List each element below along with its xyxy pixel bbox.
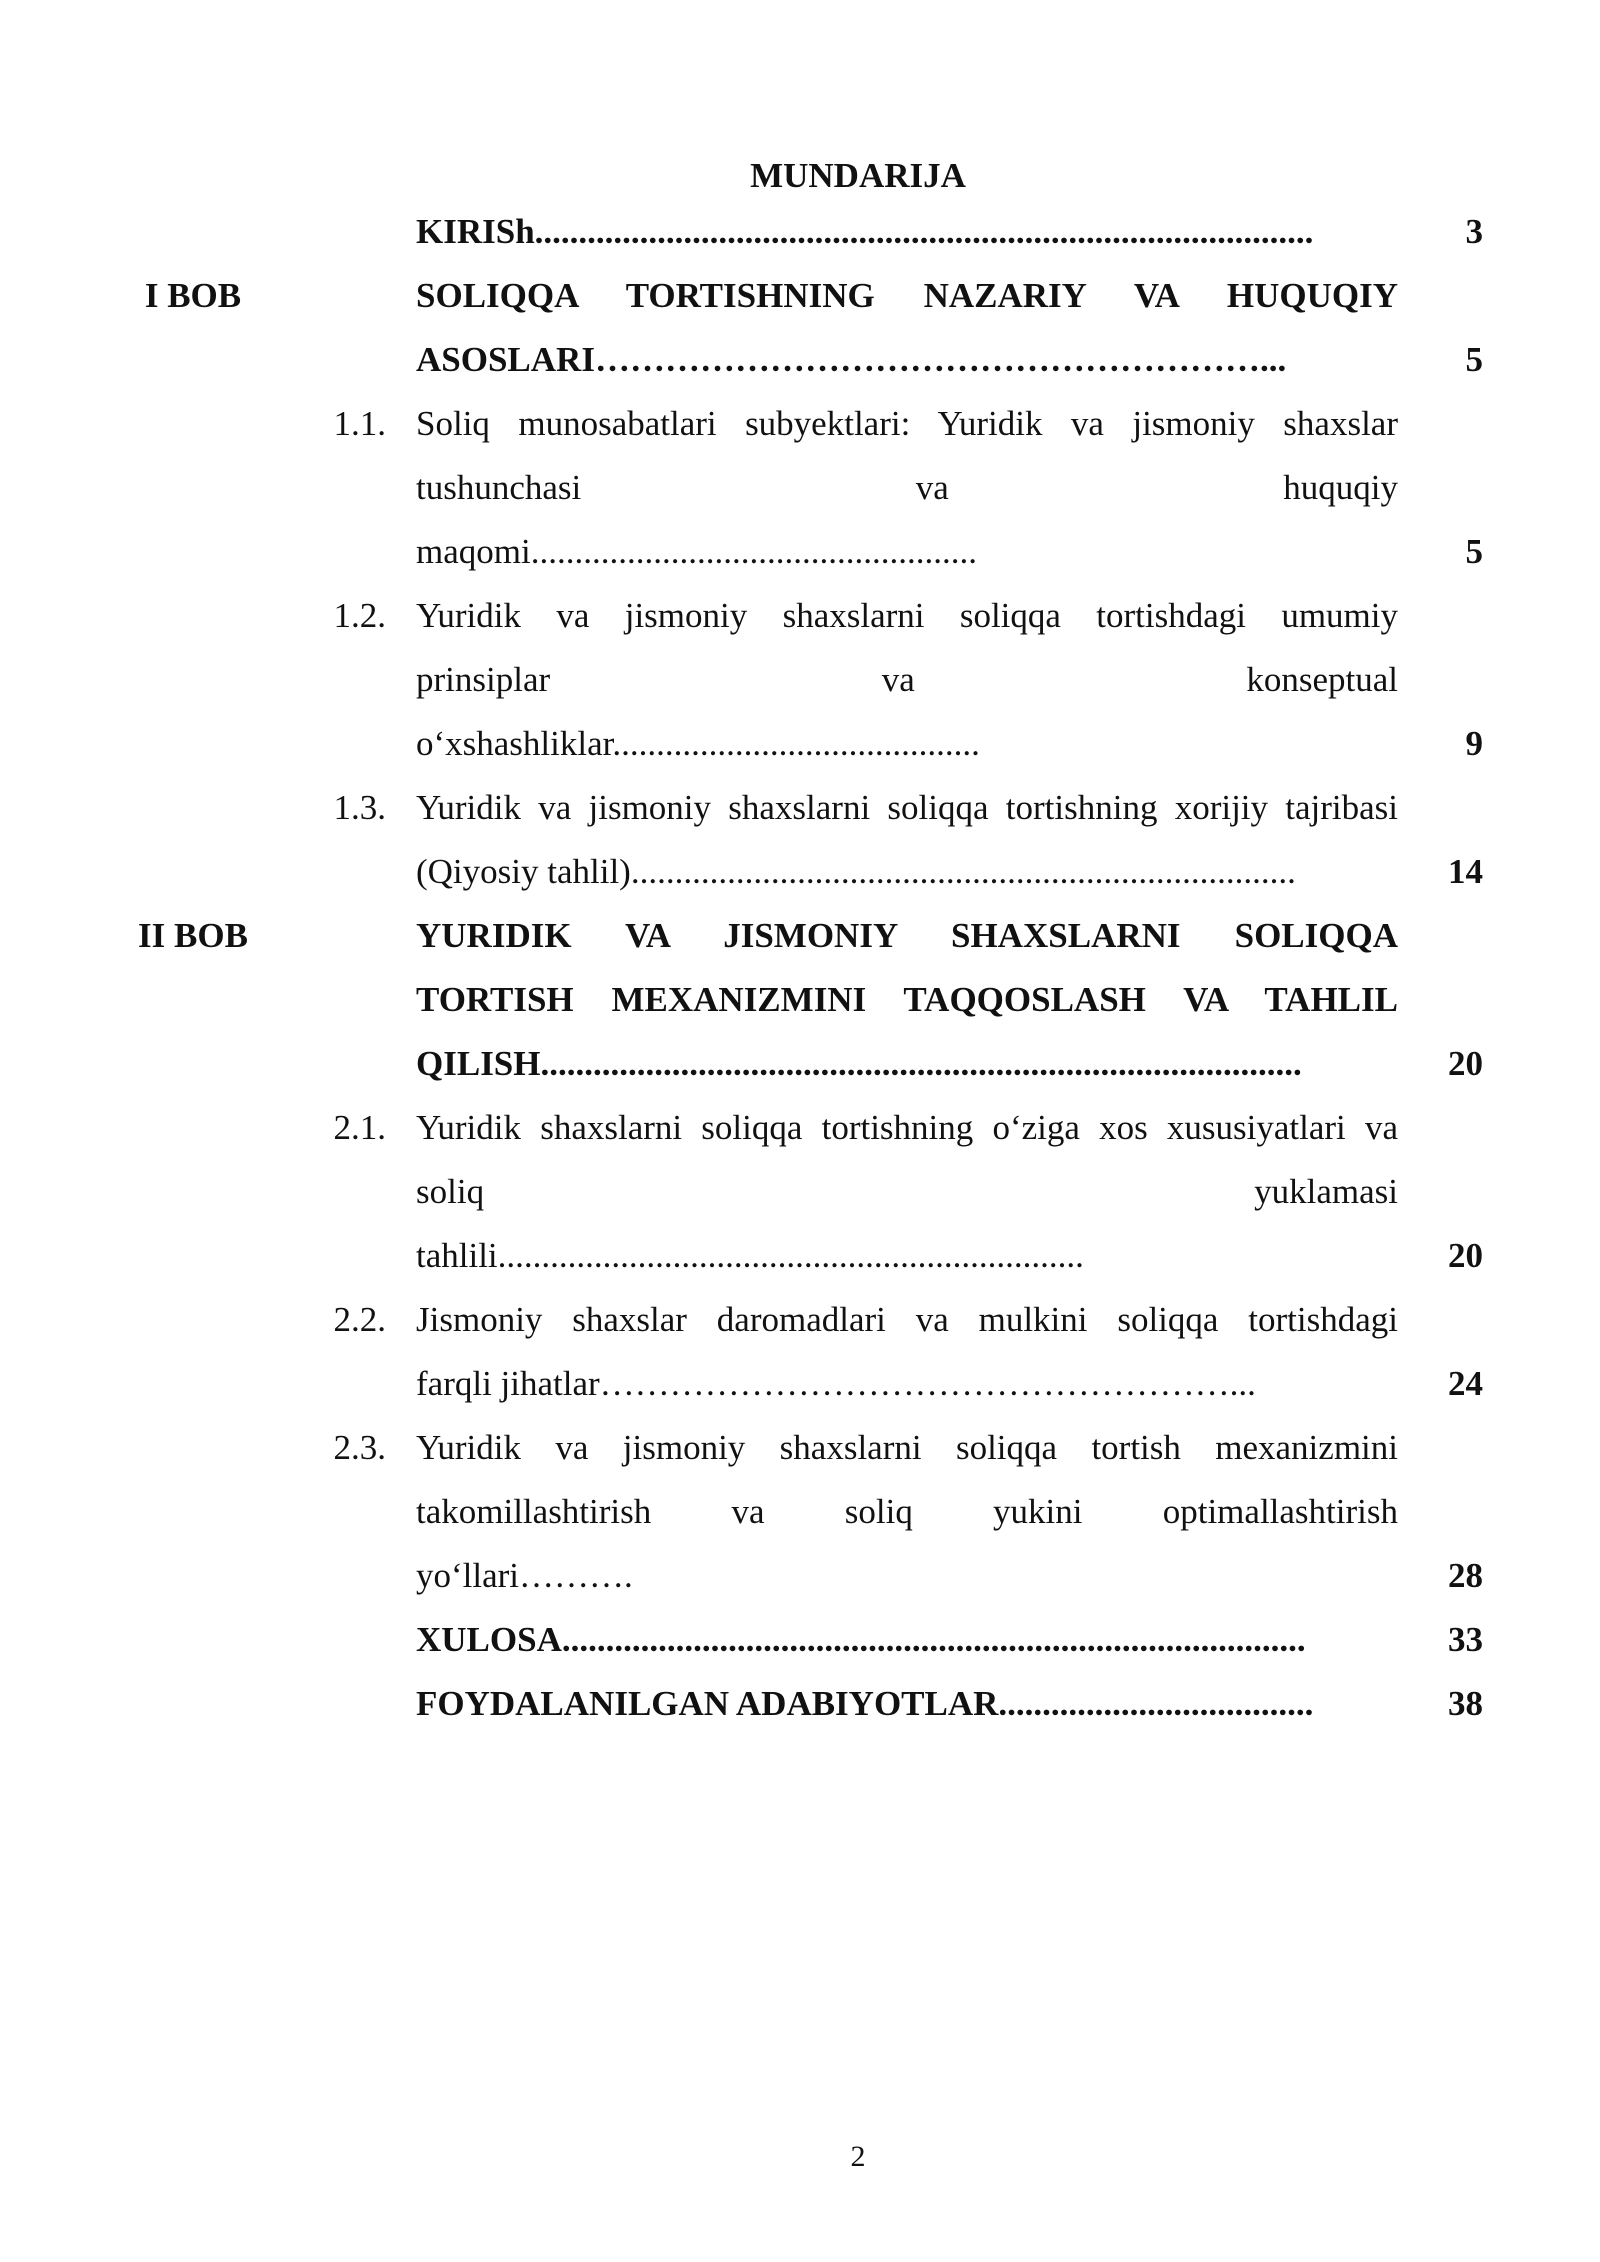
toc-entry-line: farqli jihatlar………………………………………………... — [416, 1364, 1256, 1403]
toc-entry — [0, 904, 1483, 1096]
toc-entry-page: 3 — [1465, 212, 1483, 251]
toc-entry — [0, 584, 1483, 776]
toc-entry-number — [0, 1672, 386, 1736]
toc-entry-title — [386, 1288, 1398, 1416]
toc-entry-line: tushunchasi va huquqiy — [416, 468, 1398, 507]
toc-entry-line: Soliq munosabatlari subyektlari: Yuridik va jismoniy shaxslar — [416, 404, 1398, 443]
toc-entry-line: o‘xshashliklar.......................................... — [416, 724, 980, 763]
toc-entry-page: 14 — [1448, 852, 1483, 891]
toc-entry-number — [0, 1608, 386, 1672]
toc-entry-title — [386, 1608, 1398, 1672]
toc-entry-line: Jismoniy shaxslar daromadlari va mulkini soliqqa tortishdagi — [416, 1300, 1398, 1339]
toc-entry-line: Yuridik va jismoniy shaxslarni soliqqa tortishning xorijiy tajribasi — [416, 788, 1398, 827]
toc-entry-page: 28 — [1448, 1556, 1483, 1595]
toc-entry-number: 1.2. — [333, 596, 386, 635]
toc-entry-title — [386, 1416, 1398, 1608]
toc-entry-line: yo‘llari………. — [416, 1556, 633, 1595]
toc-entry-line: Yuridik shaxslarni soliqqa tortishning o‘ziga xos xususiyatlari va — [416, 1108, 1398, 1147]
toc-entry-title — [386, 776, 1398, 904]
toc-entry — [0, 1288, 1483, 1416]
toc-entry-page: 20 — [1448, 1236, 1483, 1275]
table-of-contents — [0, 200, 1600, 1736]
toc-entry-line: prinsiplar va konseptual — [416, 660, 1398, 699]
toc-entry-line: YURIDIK VA JISMONIY SHAXSLARNI SOLIQQA — [416, 916, 1398, 955]
toc-entry-line: KIRISh......................................................................................... — [416, 212, 1314, 251]
toc-entry-title — [386, 1096, 1398, 1288]
toc-entry — [0, 392, 1483, 584]
toc-entry-number: 2.2. — [333, 1300, 386, 1339]
toc-entry — [0, 1096, 1483, 1288]
toc-entry-line: QILISH....................................................................................... — [416, 1044, 1302, 1083]
toc-entry-line: soliq yuklamasi — [416, 1172, 1398, 1211]
toc-entry-line: maqomi................................................... — [416, 532, 977, 571]
toc-entry-line: Yuridik va jismoniy shaxslarni soliqqa tortish mexanizmini — [416, 1428, 1398, 1467]
toc-entry-line: takomillashtirish va soliq yukini optimallashtirish — [416, 1492, 1398, 1531]
toc-entry-title — [386, 264, 1398, 392]
toc-entry — [0, 1416, 1483, 1608]
toc-entry-line: (Qiyosiy tahlil)............................................................................ — [416, 852, 1296, 891]
toc-entry-page: 5 — [1465, 532, 1483, 571]
toc-entry — [0, 200, 1483, 264]
page-title: MUNDARIJA — [750, 156, 966, 195]
toc-entry-page: 9 — [1465, 724, 1483, 763]
toc-entry-title — [386, 1672, 1398, 1736]
toc-entry-page: 24 — [1448, 1364, 1483, 1403]
toc-entry-line: ASOSLARI…………………………………………………... — [416, 340, 1287, 379]
toc-entry — [0, 1608, 1483, 1672]
toc-entry-title — [386, 200, 1398, 264]
toc-entry-title — [386, 904, 1398, 1096]
toc-entry-number — [0, 200, 386, 264]
toc-entry-number: II BOB — [138, 916, 248, 955]
toc-entry — [0, 1672, 1483, 1736]
toc-entry-page: 33 — [1448, 1620, 1483, 1659]
toc-entry-number: 2.3. — [333, 1428, 386, 1467]
toc-entry-page: 38 — [1448, 1684, 1483, 1723]
toc-entry-line: SOLIQQA TORTISHNING NAZARIY VA HUQUQIY — [416, 276, 1398, 315]
toc-entry-title — [386, 584, 1398, 776]
toc-entry-number: 1.3. — [333, 788, 386, 827]
toc-entry-number: 1.1. — [333, 404, 386, 443]
toc-entry-line: TORTISH MEXANIZMINI TAQQOSLASH VA TAHLIL — [416, 980, 1398, 1019]
toc-entry-page: 20 — [1448, 1044, 1483, 1083]
toc-entry-line: FOYDALANILGAN ADABIYOTLAR.................................... — [416, 1684, 1314, 1723]
toc-entry-page: 5 — [1465, 340, 1483, 379]
toc-entry-line: tahlili................................................................... — [416, 1236, 1084, 1275]
toc-entry-title — [386, 392, 1398, 584]
toc-entry-line: XULOSA..................................................................................... — [416, 1620, 1306, 1659]
toc-entry — [0, 776, 1483, 904]
toc-entry-line: Yuridik va jismoniy shaxslarni soliqqa tortishdagi umumiy — [416, 596, 1398, 635]
toc-entry-number: 2.1. — [333, 1108, 386, 1147]
page-number: 2 — [850, 2140, 866, 2173]
toc-entry — [0, 264, 1483, 392]
toc-entry-number: I BOB — [144, 276, 242, 315]
